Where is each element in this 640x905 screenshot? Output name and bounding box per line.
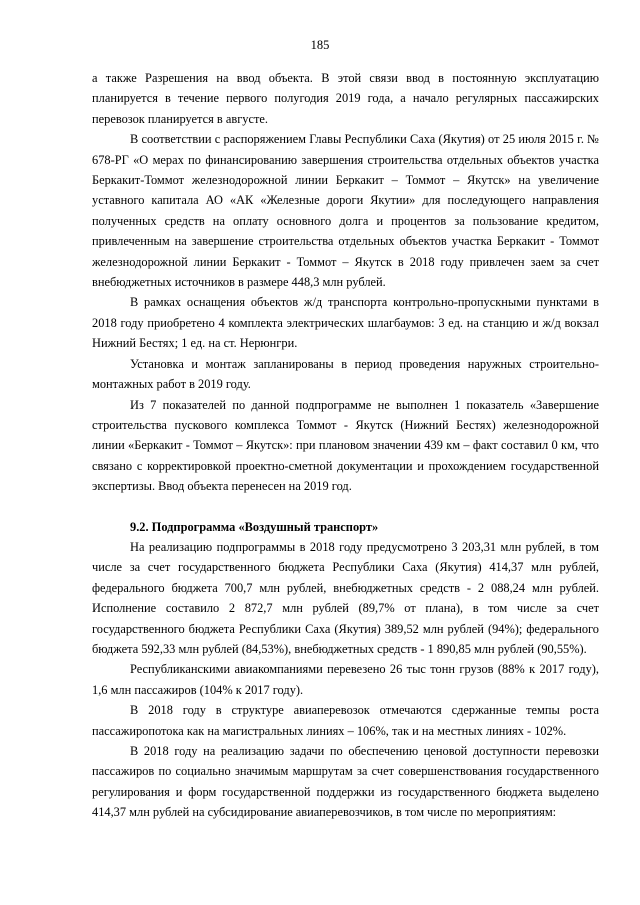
paragraph: В 2018 году на реализацию задачи по обеспечению ценовой доступности перевозки пассажиров по социально значимым маршрутам за счет совершенствования государственного регулирования и форм государственной поддержки из государственного бюджета выделено 414,37 млн рублей на субсидирование авиаперевозчиков, в том числе по мероприятиям: xyxy=(92,744,599,820)
paragraph: а также Разрешения на ввод объекта. В этой связи ввод в постоянную эксплуатацию планируется в течение первого полугодия 2019 года, а начало регулярных пассажирских перевозок планируется в августе. xyxy=(92,71,599,126)
paragraph: Республиканскими авиакомпаниями перевезено 26 тыс тонн грузов (88% к 2017 году), 1,6 млн пассажиров (104% к 2017 году). xyxy=(92,662,599,697)
paragraph: Установка и монтаж запланированы в период проведения наружных строительно-монтажных работ в 2019 году. xyxy=(92,356,599,392)
paragraph: Из 7 показателей по данной подпрограмме не выполнен 1 показатель «Завершение строительства пускового комплекса Томмот - Якутск (Нижний Бестях) железнодорожной линии «Беркакит - Томмот – Якутск»: при плановом значении 439 км – факт составил 0 км, что связано с корректировкой проектно-сметной документации и прохождением государственной экспертизы. Ввод объекта перенесен на 2019 год. xyxy=(92,397,599,494)
paragraph: В 2018 году в структуре авиаперевозок отмечаются сдержанные темпы роста пассажиропотока как на магистральных линиях – 106%, так и на местных линиях - 102%. xyxy=(92,703,599,738)
page-body xyxy=(92,68,599,823)
paragraph: В соответствии с распоряжением Главы Республики Саха (Якутия) от 25 июля 2015 г. № 678-РГ «О мерах по финансированию завершения строительства отдельных объектов участка Беркакит-Томмот железнодорожной линии Беркакит – Томмот – Якутск» на увеличение уставного капитала АО «АК «Железные дороги Якутии» для последующего направления полученных средств на оплату основного долга и процентов за пользование кредитом, привлеченным на завершение строительства отдельных объектов участка Беркакит - Томмот железнодорожной линии Беркакит - Томмот – Якутск в 2018 году привлечен заем за счет внебюджетных источников в размере 448,3 млн рублей. xyxy=(92,132,599,290)
section-heading: 9.2. Подпрограмма «Воздушный транспорт» xyxy=(130,519,379,534)
paragraph: На реализацию подпрограммы в 2018 году предусмотрено 3 203,31 млн рублей, в том числе за счет государственного бюджета Республики Саха (Якутия) 414,37 млн рублей, федерального бюджета 700,7 млн рублей, внебюджетных средств - 2 088,24 млн рублей. Исполнение составило 2 872,7 млн рублей (89,7% от плана), в том числе за счет государственного бюджета Республики Саха (Якутия) 389,52 млн рублей (94%); федерального бюджета 592,33 млн рублей (84,53%), внебюджетных средств - 1 890,85 млн рублей (90,55%). xyxy=(92,539,599,656)
page-number: 185 xyxy=(310,38,330,52)
paragraph: В рамках оснащения объектов ж/д транспорта контрольно-пропускными пунктами в 2018 году приобретено 4 комплекта электрических шлагбаумов: 3 ед. на станцию и ж/д вокзал Нижний Бестях; 1 ед. на ст. Нерюнгри. xyxy=(92,295,599,351)
